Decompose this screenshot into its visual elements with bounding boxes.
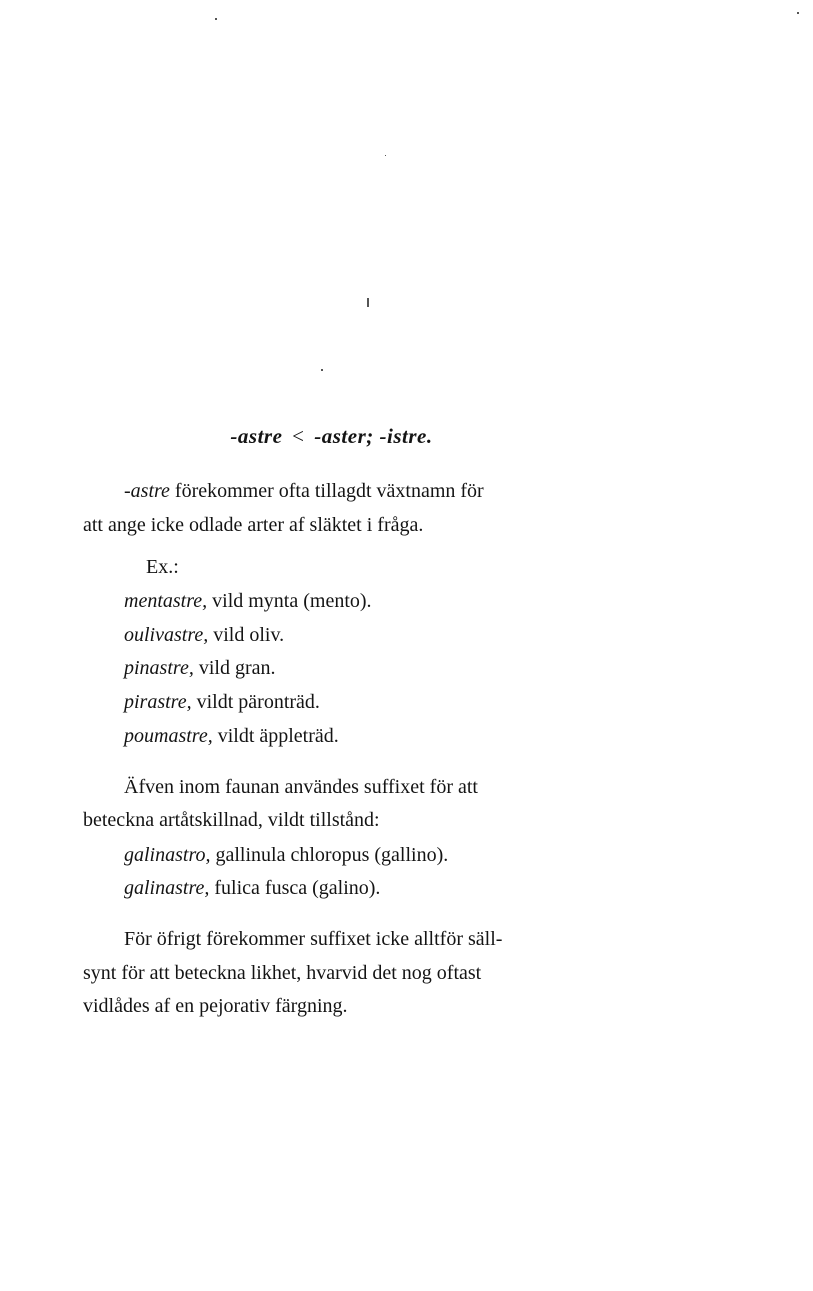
scan-speck — [385, 155, 386, 156]
example-gloss: vildt äppleträd. — [212, 725, 339, 747]
example-line — [124, 719, 339, 753]
scan-speck — [215, 18, 217, 20]
example-gloss: vild oliv. — [208, 624, 285, 646]
fauna-example-line — [124, 871, 380, 905]
fauna-example-gloss: fulica fusca (galino). — [209, 877, 381, 899]
example-gloss: vildt päronträd. — [191, 691, 320, 713]
examples-label: Ex.: — [146, 556, 179, 578]
para1-line1 — [124, 474, 484, 508]
para1-lead-term: -astre — [124, 480, 170, 502]
scan-speck — [321, 369, 323, 371]
fauna-example-term: galinastro, — [124, 844, 211, 866]
example-term: pirastre, — [124, 691, 192, 713]
fauna-example-gloss: gallinula chloropus (gallino). — [210, 844, 449, 866]
example-term: pinastre, — [124, 657, 194, 679]
para1-line2: att ange icke odlade arter af släktet i fråga. — [83, 514, 424, 536]
para2-line2: beteckna artåtskillnad, vildt tillstånd: — [83, 809, 380, 831]
heading-origins: -aster; -istre. — [314, 424, 433, 448]
example-term: poumastre, — [124, 725, 213, 747]
example-line — [124, 618, 284, 652]
fauna-example-line — [124, 838, 448, 872]
example-line — [124, 651, 275, 685]
section-heading — [0, 424, 813, 449]
para3-line3: vidlådes af en pejorativ färgning. — [83, 995, 348, 1017]
heading-derivation-sign: < — [292, 424, 305, 448]
example-term: oulivastre, — [124, 624, 209, 646]
scan-speck — [797, 12, 799, 14]
example-term: mentastre, — [124, 590, 208, 612]
example-line — [124, 685, 320, 719]
para3-line2: synt för att beteckna likhet, hvarvid det nog oftast — [83, 962, 482, 984]
example-line — [124, 584, 372, 618]
example-gloss: vild mynta (mento). — [207, 590, 372, 612]
para2-line1: Äfven inom faunan användes suffixet för att — [124, 776, 478, 798]
heading-suffix: -astre — [230, 424, 283, 448]
example-gloss: vild gran. — [193, 657, 276, 679]
fauna-example-term: galinastre, — [124, 877, 210, 899]
para3-line1: För öfrigt förekommer suffixet icke alltför säll- — [124, 928, 503, 950]
para1-line1-text: förekommer ofta tillagdt växtnamn för — [169, 480, 484, 502]
scan-speck — [367, 298, 369, 307]
